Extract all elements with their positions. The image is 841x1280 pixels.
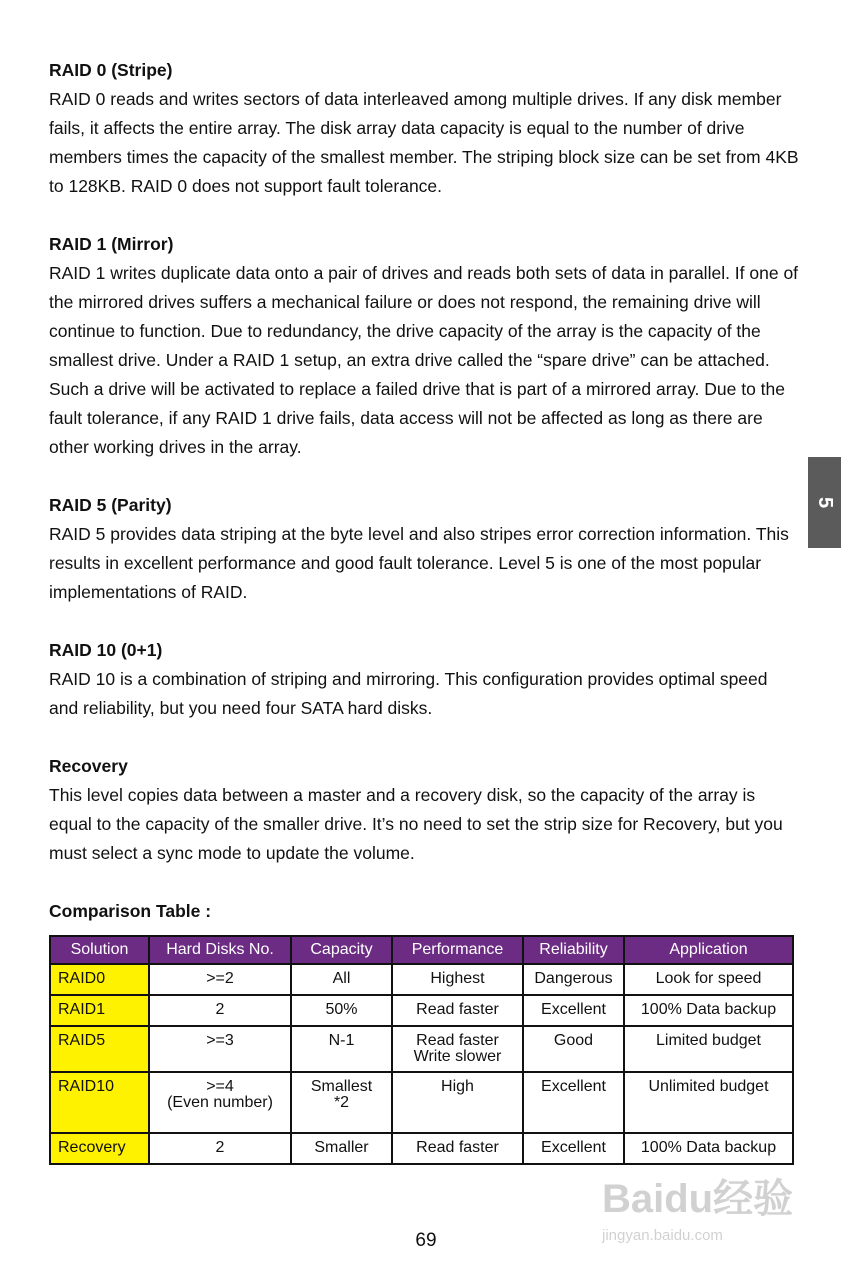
section-heading: RAID 5 (Parity) xyxy=(49,495,172,515)
section-body: RAID 0 reads and writes sectors of data interleaved among multiple drives. If any disk member fails, it affects the entire array. The disk array data capacity is equal to the number of drive members times the capacity of the smallest member. The striping block size can be set from 4KB to 128KB. RAID 0 does not support fault tolerance. xyxy=(49,89,799,196)
cell-performance xyxy=(392,1026,523,1072)
column-header-capacity: Capacity xyxy=(291,936,392,964)
cell-reliability: Good xyxy=(523,1026,624,1072)
section-heading: Recovery xyxy=(49,756,128,776)
table-row xyxy=(50,1026,793,1072)
cell-capacity xyxy=(291,995,392,1026)
cell-disks-value: >=2 xyxy=(206,970,234,987)
cell-capacity xyxy=(291,1026,392,1072)
cell-application: Limited budget xyxy=(624,1026,793,1072)
section-recovery xyxy=(49,752,799,868)
table-row xyxy=(50,995,793,1026)
section-body: This level copies data between a master and a recovery disk, so the capacity of the array is equal to the capacity of the smaller drive. It’s no need to set the strip size for Recovery, but you must select a sync mode to update the volume. xyxy=(49,785,783,863)
cell-capacity-value: Smallest xyxy=(310,1078,373,1095)
chapter-tab xyxy=(808,457,841,548)
cell-performance xyxy=(392,995,523,1026)
table-title: Comparison Table : xyxy=(49,901,212,921)
cell-capacity-value: Smaller xyxy=(314,1139,369,1156)
section-heading: RAID 10 (0+1) xyxy=(49,640,163,660)
cell-application: 100% Data backup xyxy=(624,995,793,1026)
cell-performance-value: Read faster xyxy=(416,1032,499,1049)
cell-disks-value: 2 xyxy=(215,1139,225,1156)
cell-reliability: Dangerous xyxy=(523,964,624,995)
section-body: RAID 1 writes duplicate data onto a pair of drives and reads both sets of data in parallel. If one of the mirrored drives suffers a mechanical failure or does not respond, the remaining drive will continue to function. Due to redundancy, the drive capacity of the array is the capacity of the smallest drive. Under a RAID 1 setup, an extra drive called the “spare drive” can be attached. Such a drive will be activated to replace a failed drive that is part of a mirrored array. Due to the fault tolerance, if any RAID 1 drive fails, data access will not be affected as long as there are other working drives in the array. xyxy=(49,263,799,457)
cell-disks-value: 2 xyxy=(215,1001,225,1018)
section-heading: RAID 0 (Stripe) xyxy=(49,60,173,80)
page-content xyxy=(49,56,799,1165)
cell-capacity-note: *2 xyxy=(333,1094,350,1111)
watermark-url: jingyan.baidu.com xyxy=(602,1227,723,1244)
cell-performance xyxy=(392,1133,523,1164)
cell-capacity xyxy=(291,1133,392,1164)
cell-reliability: Excellent xyxy=(523,995,624,1026)
cell-disks xyxy=(149,1133,291,1164)
comparison-table xyxy=(49,935,794,1165)
column-header-application: Application xyxy=(624,936,793,964)
cell-solution: RAID1 xyxy=(50,995,149,1026)
section-raid10 xyxy=(49,636,799,723)
column-header-reliability: Reliability xyxy=(523,936,624,964)
cell-performance-value: High xyxy=(441,1078,474,1095)
cell-reliability: Excellent xyxy=(523,1072,624,1133)
watermark-logo-text: Baidu经验 xyxy=(602,1177,794,1221)
cell-application: 100% Data backup xyxy=(624,1133,793,1164)
column-header-solution: Solution xyxy=(50,936,149,964)
section-heading: RAID 1 (Mirror) xyxy=(49,234,174,254)
cell-reliability: Excellent xyxy=(523,1133,624,1164)
cell-performance-value: Read faster xyxy=(416,1139,499,1156)
chapter-number: 5 xyxy=(814,496,836,509)
cell-performance-value: Highest xyxy=(430,970,485,987)
table-row xyxy=(50,964,793,995)
cell-application: Unlimited budget xyxy=(624,1072,793,1133)
cell-application: Look for speed xyxy=(624,964,793,995)
cell-disks-note: (Even number) xyxy=(167,1094,273,1111)
cell-disks xyxy=(149,1026,291,1072)
column-header-performance: Performance xyxy=(392,936,523,964)
cell-capacity-value: All xyxy=(332,970,351,987)
cell-performance xyxy=(392,1072,523,1133)
section-body: RAID 10 is a combination of striping and mirroring. This configuration provides optimal speed and reliability, but you need four SATA hard disks. xyxy=(49,669,768,718)
cell-disks xyxy=(149,964,291,995)
cell-performance-note: Write slower xyxy=(413,1048,502,1065)
cell-capacity xyxy=(291,1072,392,1133)
table-header-row xyxy=(50,936,793,964)
cell-performance-value: Read faster xyxy=(416,1001,499,1018)
cell-performance xyxy=(392,964,523,995)
cell-disks xyxy=(149,1072,291,1133)
cell-capacity xyxy=(291,964,392,995)
cell-disks xyxy=(149,995,291,1026)
table-row xyxy=(50,1072,793,1133)
page-number: 69 xyxy=(415,1230,437,1251)
cell-solution: RAID10 xyxy=(50,1072,149,1133)
section-raid5 xyxy=(49,491,799,607)
cell-disks-value: >=4 xyxy=(206,1078,234,1095)
section-body: RAID 5 provides data striping at the byte level and also stripes error correction information. This results in excellent performance and good fault tolerance. Level 5 is one of the most popular implementations of RAID. xyxy=(49,524,789,602)
cell-solution: RAID5 xyxy=(50,1026,149,1072)
cell-disks-value: >=3 xyxy=(206,1032,234,1049)
table-row xyxy=(50,1133,793,1164)
cell-solution: Recovery xyxy=(50,1133,149,1164)
column-header-hard-disks: Hard Disks No. xyxy=(149,936,291,964)
section-raid0 xyxy=(49,56,799,201)
section-raid1 xyxy=(49,230,799,462)
cell-solution: RAID0 xyxy=(50,964,149,995)
cell-capacity-value: N-1 xyxy=(328,1032,355,1049)
cell-capacity-value: 50% xyxy=(325,1001,358,1018)
